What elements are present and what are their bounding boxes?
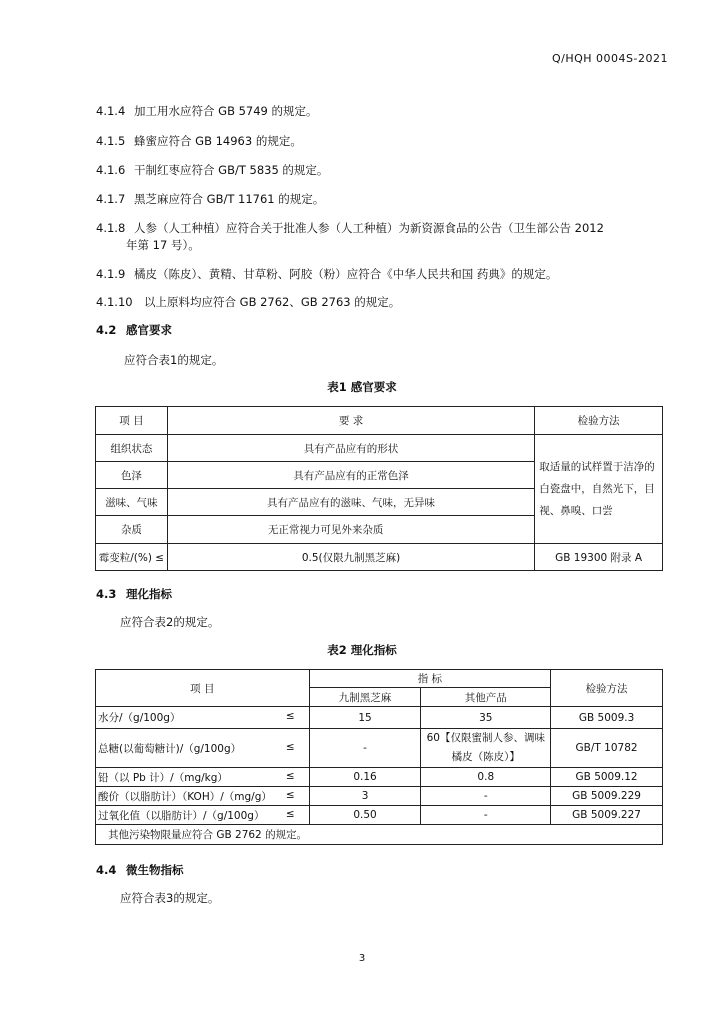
clause-text: 橘皮（陈皮）、黄精、甘草粉、阿胶（粉）应符合《中华人民共和国 药典》的规定。 <box>134 267 558 281</box>
table-cell: 铅（以 Pb 计）/（mg/kg） <box>98 771 228 784</box>
table1-caption: 表1 感官要求 <box>327 380 397 394</box>
table1-method-cell: 取适量的试样置于洁净的白瓷盘中，自然光下，目视、鼻嗅、口尝 <box>535 435 663 544</box>
table-cell: 总糖(以葡萄糖计)/（g/100g） <box>98 742 242 755</box>
table1-sensory-requirements <box>95 406 663 571</box>
section-heading-4-3 <box>96 586 172 602</box>
table-cell: GB 5009.227 <box>551 806 663 825</box>
table-cell: 色泽 <box>96 462 168 489</box>
clause-number: 4.1.10 <box>96 295 133 309</box>
table-cell: 具有产品应有的滋味、气味，无异味 <box>167 489 534 516</box>
table-cell: GB/T 10782 <box>551 729 663 768</box>
section-number: 4.4 <box>96 863 117 877</box>
table-cell: 具有产品应有的形状 <box>167 435 534 462</box>
table-row <box>96 768 663 787</box>
table-cell: - <box>421 806 551 825</box>
table-row <box>96 806 663 825</box>
table-cell: 无正常视力可见外来杂质 <box>167 516 534 544</box>
table2-caption: 表2 理化指标 <box>327 643 397 657</box>
section-title: 理化指标 <box>126 587 172 601</box>
clause-text: 加工用水应符合 GB 5749 的规定。 <box>134 104 318 118</box>
table-row <box>96 787 663 806</box>
clause-4-1-9 <box>96 266 557 282</box>
clause-text: 以上原料均应符合 GB 2762、GB 2763 的规定。 <box>144 295 401 309</box>
clause-text: 干制红枣应符合 GB/T 5835 的规定。 <box>134 163 329 177</box>
clause-text: 人参（人工种植）应符合关于批准人参（人工种植）为新资源食品的公告（卫生部公告 2012 <box>134 221 604 235</box>
clause-text: 黑芝麻应符合 GB/T 11761 的规定。 <box>134 192 325 206</box>
section-heading-4-4 <box>96 862 184 878</box>
table2-physicochemical-indicators <box>95 669 663 845</box>
table-cell: 酸价（以脂肪计）（KOH）/（mg/g） <box>98 790 272 803</box>
table-cell: 水分/（g/100g） <box>98 712 181 724</box>
table-cell: 60【仅限蜜制人参、调味橘皮（陈皮）】 <box>421 729 551 768</box>
clause-text: 蜂蜜应符合 GB 14963 的规定。 <box>134 134 302 148</box>
section-4-3-intro: 应符合表2的规定。 <box>120 615 220 629</box>
table-cell: GB 19300 附录 A <box>535 544 663 571</box>
section-4-2-intro: 应符合表1的规定。 <box>124 353 224 367</box>
clause-4-1-8-continued: 年第 17 号）。 <box>126 238 200 252</box>
table-row <box>96 707 663 729</box>
table-cell: - <box>421 787 551 806</box>
le-sign: ≤ <box>285 788 295 801</box>
table-cell: 0.50 <box>309 806 421 825</box>
clause-4-1-6 <box>96 162 328 178</box>
table2-header-item: 项 目 <box>96 670 310 707</box>
page-number: 3 <box>358 953 366 964</box>
clause-4-1-10 <box>96 294 400 310</box>
clause-number: 4.1.7 <box>96 192 126 206</box>
le-sign: ≤ <box>285 710 295 722</box>
le-sign: ≤ <box>285 807 295 820</box>
section-heading-4-2 <box>96 322 172 338</box>
table-cell: 滋味、气味 <box>96 489 168 516</box>
table-cell: 具有产品应有的正常色泽 <box>167 462 534 489</box>
section-number: 4.2 <box>96 323 117 337</box>
clause-4-1-8 <box>96 220 604 236</box>
clause-4-1-4 <box>96 103 318 119</box>
table-cell: GB 5009.3 <box>551 707 663 729</box>
clause-number: 4.1.9 <box>96 267 126 281</box>
table2-note: 其他污染物限量应符合 GB 2762 的规定。 <box>96 825 663 845</box>
table-cell: 3 <box>309 787 421 806</box>
clause-number: 4.1.4 <box>96 104 126 118</box>
table-row <box>96 729 663 768</box>
table-cell: 过氧化值（以脂肪计）/（g/100g） <box>98 809 265 822</box>
le-sign: ≤ <box>285 740 295 753</box>
document-code: Q/HQH 0004S-2021 <box>551 52 668 65</box>
table-cell: GB 5009.229 <box>551 787 663 806</box>
clause-number: 4.1.8 <box>96 221 126 235</box>
table1-header-requirement: 要 求 <box>167 407 534 435</box>
table-cell: 组织状态 <box>96 435 168 462</box>
clause-4-1-5 <box>96 133 302 149</box>
table2-header-other: 其他产品 <box>421 688 551 707</box>
table-cell: 0.8 <box>421 768 551 787</box>
le-sign: ≤ <box>285 769 295 782</box>
table1-header-item: 项 目 <box>96 407 168 435</box>
table-cell: 霉变粒/(%) ≤ <box>96 544 168 571</box>
table2-header-method: 检验方法 <box>551 670 663 707</box>
section-4-4-intro: 应符合表3的规定。 <box>120 891 220 905</box>
table-cell: 杂质 <box>96 516 168 544</box>
clause-4-1-7 <box>96 191 324 207</box>
table-cell: 15 <box>309 707 421 729</box>
table-cell: - <box>309 729 421 768</box>
table1-header-method: 检验方法 <box>535 407 663 435</box>
clause-number: 4.1.6 <box>96 163 126 177</box>
table-cell: 35 <box>421 707 551 729</box>
table-cell: GB 5009.12 <box>551 768 663 787</box>
table2-header-jiuzhi: 九制黑芝麻 <box>309 688 421 707</box>
table2-header-index: 指 标 <box>309 670 550 688</box>
section-title: 微生物指标 <box>126 863 184 877</box>
section-title: 感官要求 <box>126 323 172 337</box>
section-number: 4.3 <box>96 587 117 601</box>
clause-number: 4.1.5 <box>96 134 126 148</box>
table-cell: 0.16 <box>309 768 421 787</box>
table-cell: 0.5(仅限九制黑芝麻) <box>167 544 534 571</box>
